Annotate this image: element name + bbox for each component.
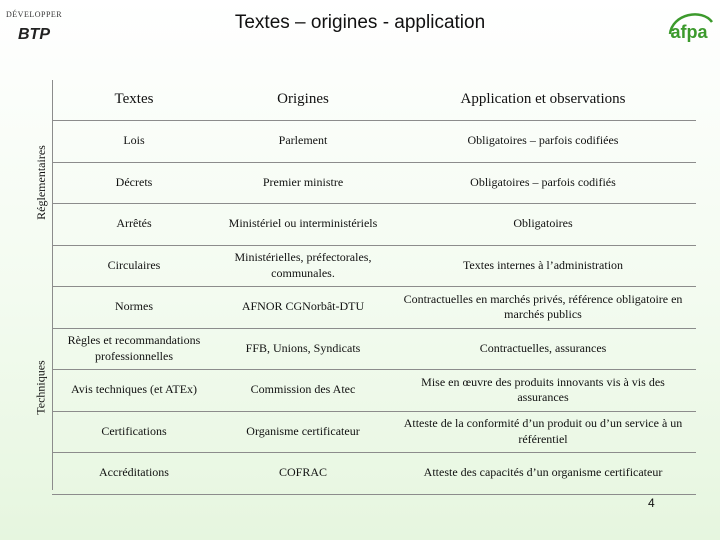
afpa-logo [662, 4, 716, 52]
cell-application: Mise en œuvre des produits innovants vis à vis des assurances [390, 370, 696, 412]
page-title: Textes – origines - application [234, 12, 486, 33]
cell-application: Obligatoires – parfois codifiés [390, 162, 696, 204]
cell-application: Obligatoires [390, 204, 696, 246]
cell-texte: Décrets [52, 162, 216, 204]
table-row [52, 328, 696, 370]
table-row [52, 411, 696, 453]
group-label-reglementaires-text: Réglementaires [33, 144, 48, 220]
cell-texte: Avis techniques (et ATEx) [52, 370, 216, 412]
texts-table-container [30, 80, 696, 490]
logo-left-top-text: DÉVELOPPER [6, 10, 63, 19]
group-label-reglementaires [30, 120, 52, 244]
cell-origine: Organisme certificateur [216, 411, 390, 453]
cell-origine: Ministériel ou interministériels [216, 204, 390, 246]
logo-left-bottom-text: BTP [18, 26, 50, 43]
table-row [52, 245, 696, 287]
table-row [52, 162, 696, 204]
cell-origine: Premier ministre [216, 162, 390, 204]
cell-texte: Accréditations [52, 453, 216, 495]
table-row [52, 453, 696, 495]
texts-origins-table [52, 80, 696, 495]
cell-texte: Arrêtés [52, 204, 216, 246]
cell-origine: Ministérielles, préfectorales, communales. [216, 245, 390, 287]
table-row [52, 204, 696, 246]
afpa-logo-text: afpa [670, 22, 708, 42]
cell-texte: Normes [52, 287, 216, 329]
cell-application: Atteste de la conformité d’un produit ou d’un service à un référentiel [390, 411, 696, 453]
column-header-origines: Origines [277, 91, 329, 108]
cell-application: Contractuelles, assurances [390, 328, 696, 370]
column-header-textes: Textes [114, 91, 154, 108]
cell-texte: Circulaires [52, 245, 216, 287]
cell-origine: FFB, Unions, Syndicats [216, 328, 390, 370]
column-header-application: Application et observations [460, 91, 626, 108]
page-number: 4 [648, 496, 655, 510]
cell-application: Contractuelles en marchés privés, référence obligatoire en marchés publics [390, 287, 696, 329]
cell-origine: Commission des Atec [216, 370, 390, 412]
cell-origine: AFNOR CGNorbât-DTU [216, 287, 390, 329]
cell-application: Atteste des capacités d’un organisme certificateur [390, 453, 696, 495]
group-label-techniques [30, 284, 52, 490]
table-header-row [52, 80, 696, 121]
cell-origine: COFRAC [216, 453, 390, 495]
group-label-techniques-text: Techniques [33, 359, 48, 415]
cell-texte: Règles et recommandations professionnelles [52, 328, 216, 370]
table-row [52, 370, 696, 412]
table-row [52, 121, 696, 163]
cell-application: Textes internes à l’administration [390, 245, 696, 287]
table-row [52, 287, 696, 329]
group-column-divider [52, 80, 53, 490]
cell-origine: Parlement [216, 121, 390, 163]
cell-application: Obligatoires – parfois codifiées [390, 121, 696, 163]
cell-texte: Lois [52, 121, 216, 163]
cell-texte: Certifications [52, 411, 216, 453]
